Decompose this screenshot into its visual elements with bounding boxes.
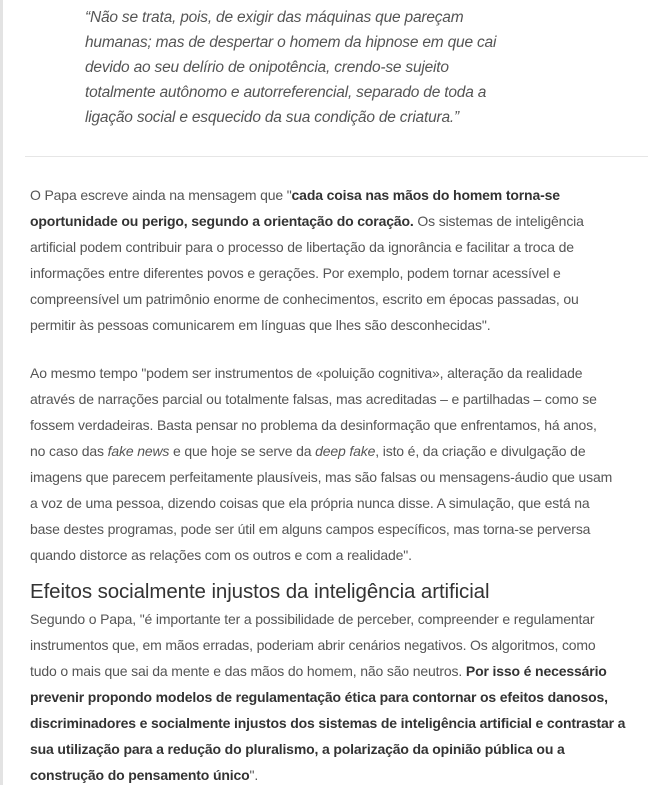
text-run: Ao mesmo tempo "podem ser instrumentos de «poluição cognitiva», alteração da realidade [30,365,583,381]
quote-line: devido ao seu delírio de onipotência, crendo-se sujeito [85,59,449,76]
bold-text: prevenir propondo modelos de regulamentação ética para contornar os efeitos danosos, [30,689,608,705]
text-run: no caso das [30,443,108,459]
text-run: tudo o mais que sai da mente e das mãos do homem, não são neutros. [30,663,466,679]
text-run: fossem verdadeiras. Basta pensar no problema da desinformação que enfrentamos, há anos, [30,417,597,433]
text-run: através de narrações parcial ou totalmente falsas, mas acreditadas – e partilhadas – como se [30,391,597,407]
text-run: base destes programas, pode ser útil em alguns campos específicos, mas torna-se perversa [30,521,591,537]
quote-line: humanas; mas de despertar o homem da hipnose em que cai [85,34,497,51]
bold-text: Por isso é necessário [465,663,607,679]
text-run: quando distorce as relações com os outros e com a realidade". [30,547,412,563]
paragraph-line [30,516,612,542]
text-run: e que hoje se serve da [169,443,316,459]
left-border [0,0,3,785]
paragraph-line [30,260,584,286]
section-heading: Efeitos socialmente injustos da inteligência artificial [30,580,490,603]
paragraph-line [30,208,584,234]
paragraph-line [30,182,584,208]
text-run: Segundo o Papa, "é importante ter a possibilidade de perceber, compreender e regulamentar [30,611,595,627]
paragraph-line [30,312,584,338]
quote-line: totalmente autônomo e autorreferencial, separado de toda a [85,84,487,101]
paragraph-line [30,736,625,762]
text-run: imagens que parecem perfeitamente plausíveis, mas são falsas ou mensagens-áudio que usam [30,469,613,485]
paragraph-line [30,658,625,684]
paragraph-line [30,360,612,386]
bold-text: construção do pensamento único [30,767,250,783]
bold-text: oportunidade ou perigo, segundo a orientação do coração. [30,213,414,229]
paragraph-2 [30,360,612,568]
paragraph-line [30,490,612,516]
paragraph-line [30,710,625,736]
text-run: , isto é, da criação e divulgação de [375,443,586,459]
paragraph-line [30,464,612,490]
italic-text: deep fake [315,443,376,459]
paragraph-line [30,386,612,412]
paragraph-line [30,412,612,438]
paragraph-line [30,234,584,260]
paragraph-line [30,762,625,788]
quote-line: “Não se trata, pois, de exigir das máquinas que pareçam [85,9,464,26]
text-run: compreensível um patrimônio enorme de conhecimentos, escrito em épocas passadas, ou [30,291,579,307]
text-run: artificial podem contribuir para o processo de libertação da ignorância e facilitar a troca de [30,239,574,255]
quote-line: ligação social e esquecido da sua condição de criatura.” [85,109,459,126]
paragraph-line [30,286,584,312]
paragraph-3 [30,606,625,788]
paragraph-line [30,542,612,568]
paragraph-line [30,438,612,464]
text-run: instrumentos que, em mãos erradas, poderiam abrir cenários negativos. Os algoritmos, como [30,637,596,653]
blockquote [85,5,496,130]
text-run: informações entre diferentes povos e gerações. Por exemplo, podem tornar acessível e [30,265,561,281]
paragraph-line [30,632,625,658]
text-run: Os sistemas de inteligência [413,213,584,229]
text-run: permitir às pessoas comunicarem em línguas que lhes são desconhecidas". [30,317,491,333]
text-run: ". [249,767,259,783]
divider [25,156,648,157]
bold-text: sua utilização para a redução do pluralismo, a polarização da opinião pública ou a [30,741,565,757]
italic-text: fake news [107,443,170,459]
text-run: O Papa escreve ainda na mensagem que " [30,187,292,203]
text-run: a voz de uma pessoa, dizendo coisas que ela própria nunca disse. A simulação, que está na [30,495,590,511]
paragraph-line [30,606,625,632]
bold-text: cada coisa nas mãos do homem torna-se [291,187,560,203]
paragraph-1 [30,182,584,338]
bold-text: discriminadores e socialmente injustos dos sistemas de inteligência artificial e contrastar a [30,715,626,731]
paragraph-line [30,684,625,710]
